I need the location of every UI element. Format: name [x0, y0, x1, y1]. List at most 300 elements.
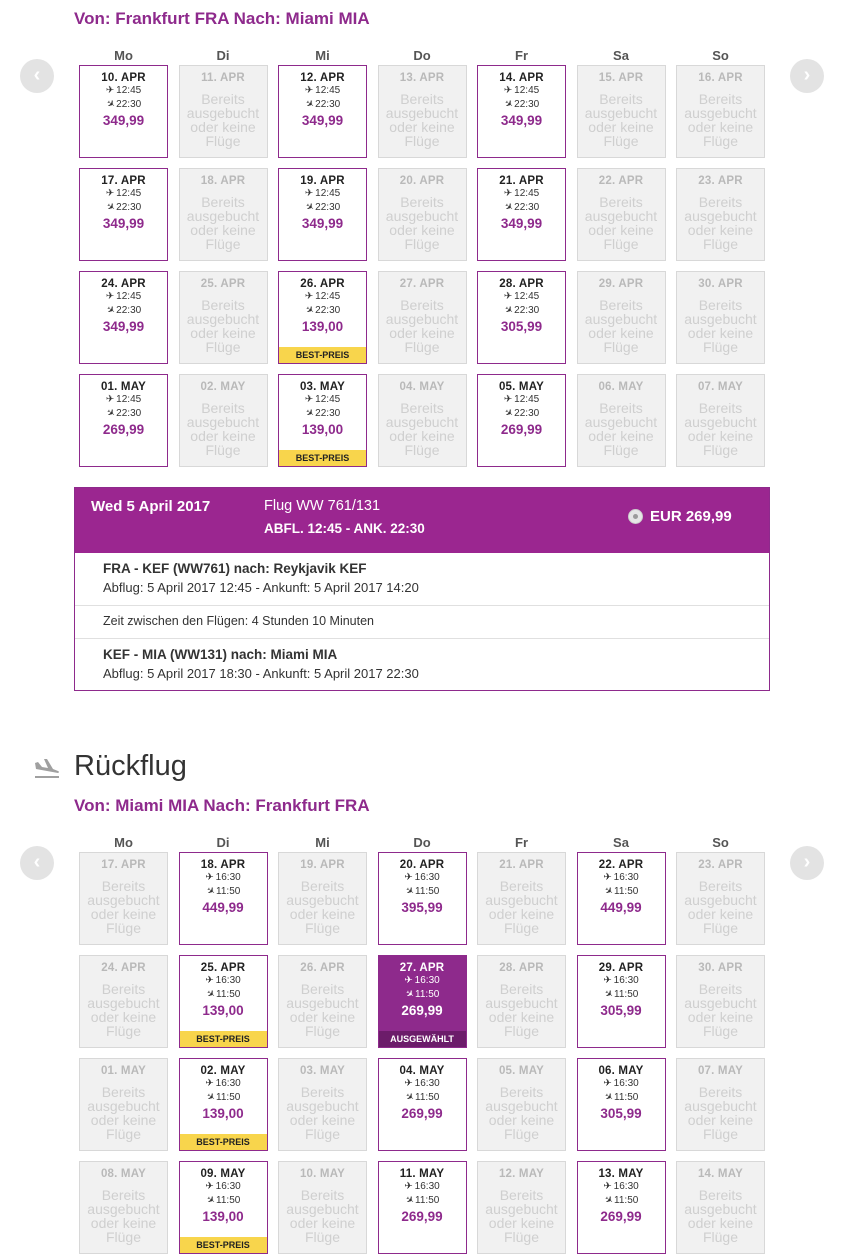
departure-time: 16:30 — [215, 975, 241, 986]
departure-time: 12:45 — [315, 291, 341, 302]
calendar-day-unavailable — [676, 374, 765, 467]
day-price: 349,99 — [500, 113, 543, 128]
landing-icon: ✈ — [402, 1090, 416, 1105]
landing-icon: ✈ — [203, 884, 217, 899]
calendar-day[interactable] — [179, 1058, 268, 1151]
day-date: 03. MAY — [299, 1065, 346, 1077]
landing-icon: ✈ — [203, 1090, 217, 1105]
unavailable-text: Bereits ausgebucht oder keine Flüge — [684, 981, 757, 1039]
selected-badge: AUSGEWÄHLT — [379, 1031, 466, 1047]
takeoff-icon: ✈ — [404, 1078, 413, 1089]
calendar-day-unavailable — [179, 374, 268, 467]
day-date: 19. APR — [300, 859, 345, 871]
unavailable-text: Bereits ausgebucht oder keine Flüge — [186, 297, 260, 355]
day-date: 06. MAY — [598, 1065, 644, 1077]
landing-icon: ✈ — [402, 1193, 416, 1208]
unavailable-text: Bereits ausgebucht oder keine Flüge — [485, 1084, 558, 1142]
landing-icon: ✈ — [103, 200, 117, 215]
unavailable-text: Bereits ausgebucht oder keine Flüge — [87, 1084, 160, 1142]
takeoff-icon: ✈ — [503, 291, 513, 302]
day-date: 13. APR — [399, 72, 445, 84]
calendar-day[interactable] — [378, 852, 467, 945]
calendar-day[interactable] — [477, 271, 566, 364]
day-date: 10. MAY — [299, 1168, 346, 1180]
calendar-day-unavailable — [577, 374, 666, 467]
departure-time: 12:45 — [514, 394, 540, 405]
day-date: 25. APR — [200, 278, 246, 290]
calendar-day-unavailable — [378, 65, 467, 158]
calendar-day-unavailable — [378, 271, 467, 364]
best-price-badge: BEST-PREIS — [180, 1237, 267, 1253]
takeoff-icon: ✈ — [205, 872, 214, 883]
day-price: 269,99 — [102, 422, 145, 437]
takeoff-icon: ✈ — [603, 975, 612, 986]
return-next-week-button[interactable]: › — [790, 846, 824, 880]
calendar-day-unavailable — [278, 852, 367, 945]
calendar-day-unavailable — [676, 852, 765, 945]
best-price-badge: BEST-PREIS — [180, 1134, 267, 1150]
day-date: 02. MAY — [200, 381, 246, 393]
calendar-day-unavailable — [676, 65, 765, 158]
landing-plane-icon — [33, 757, 61, 779]
weekday-header: Sa — [613, 48, 629, 63]
landing-icon: ✈ — [203, 1193, 217, 1208]
arrival-time: 11:50 — [216, 886, 241, 897]
day-date: 20. APR — [399, 175, 445, 187]
best-price-badge: BEST-PREIS — [180, 1031, 267, 1047]
day-date: 01. MAY — [100, 381, 147, 393]
departure-time: 12:45 — [514, 291, 540, 302]
arrival-time: 22:30 — [116, 408, 142, 419]
landing-icon: ✈ — [302, 406, 316, 421]
calendar-day[interactable] — [179, 1161, 268, 1254]
takeoff-icon: ✈ — [503, 85, 513, 96]
day-date: 17. APR — [101, 175, 146, 187]
day-price: 269,99 — [500, 422, 543, 437]
calendar-day[interactable] — [577, 852, 666, 945]
unavailable-text: Bereits ausgebucht oder keine Flüge — [186, 400, 260, 458]
day-price: 139,00 — [202, 1209, 244, 1224]
landing-icon: ✈ — [402, 884, 416, 899]
layover-text: Zeit zwischen den Flügen: 4 Stunden 10 Minuten — [103, 614, 375, 628]
arrival-time: 11:50 — [216, 989, 241, 1000]
takeoff-icon: ✈ — [404, 975, 413, 986]
calendar-day-unavailable — [676, 271, 765, 364]
day-date: 05. MAY — [498, 381, 545, 393]
return-route-title: Von: Miami MIA Nach: Frankfurt FRA — [74, 796, 370, 815]
unavailable-text: Bereits ausgebucht oder keine Flüge — [584, 400, 658, 458]
day-date: 14. MAY — [697, 1168, 744, 1180]
day-date: 04. MAY — [399, 381, 445, 393]
calendar-day-unavailable — [676, 168, 765, 261]
best-price-badge: BEST-PREIS — [279, 450, 366, 466]
unavailable-text: Bereits ausgebucht oder keine Flüge — [186, 91, 260, 149]
unavailable-text: Bereits ausgebucht oder keine Flüge — [684, 297, 757, 355]
arrival-time: 22:30 — [514, 408, 540, 419]
day-date: 23. APR — [698, 175, 743, 187]
unavailable-text: Bereits ausgebucht oder keine Flüge — [286, 1084, 359, 1142]
departure-time: 16:30 — [215, 1181, 241, 1192]
takeoff-icon: ✈ — [404, 872, 413, 883]
unavailable-text: Bereits ausgebucht oder keine Flüge — [584, 297, 658, 355]
day-price: 139,00 — [301, 422, 344, 437]
day-price: 395,99 — [401, 900, 443, 915]
day-date: 11. MAY — [399, 1168, 445, 1180]
departure-time: 12:45 — [116, 188, 142, 199]
departure-time: 16:30 — [414, 975, 440, 986]
arrival-time: 22:30 — [315, 202, 341, 213]
departure-time: 16:30 — [215, 1078, 241, 1089]
departure-time: 16:30 — [414, 1181, 440, 1192]
day-date: 03. MAY — [299, 381, 346, 393]
day-price: 269,99 — [401, 1209, 443, 1224]
flight-detail-panel — [74, 487, 770, 691]
day-date: 18. APR — [200, 175, 246, 187]
day-date: 29. APR — [598, 278, 644, 290]
day-price: 449,99 — [600, 900, 642, 915]
unavailable-text: Bereits ausgebucht oder keine Flüge — [385, 194, 459, 252]
weekday-header: So — [712, 835, 729, 850]
takeoff-icon: ✈ — [205, 1078, 214, 1089]
unavailable-text: Bereits ausgebucht oder keine Flüge — [286, 981, 359, 1039]
outbound-route-title: Von: Frankfurt FRA Nach: Miami MIA — [74, 9, 370, 28]
calendar-day-unavailable — [676, 1058, 765, 1151]
day-price: 349,99 — [301, 216, 344, 231]
departure-time: 12:45 — [514, 188, 540, 199]
landing-icon: ✈ — [302, 200, 316, 215]
day-date: 12. APR — [300, 72, 345, 84]
calendar-day-unavailable — [179, 168, 268, 261]
day-date: 26. APR — [300, 278, 345, 290]
departure-time: 12:45 — [514, 85, 540, 96]
day-date: 30. APR — [698, 962, 743, 974]
day-price: 349,99 — [301, 113, 344, 128]
radio-selected-icon[interactable] — [628, 509, 643, 524]
arrival-time: 22:30 — [315, 305, 341, 316]
calendar-day-unavailable — [477, 1161, 566, 1254]
unavailable-text: Bereits ausgebucht oder keine Flüge — [485, 878, 558, 936]
flight-times: ABFL. 12:45 - ANK. 22:30 — [264, 521, 425, 536]
calendar-day[interactable] — [79, 65, 168, 158]
departure-time: 12:45 — [116, 85, 142, 96]
day-date: 07. MAY — [697, 1065, 744, 1077]
departure-time: 12:45 — [116, 291, 142, 302]
weekday-header: Fr — [515, 48, 528, 63]
weekday-header: Do — [413, 835, 431, 850]
day-date: 17. APR — [101, 859, 146, 871]
weekday-header: So — [712, 48, 729, 63]
calendar-day-unavailable — [577, 271, 666, 364]
calendar-day[interactable] — [477, 65, 566, 158]
calendar-day[interactable] — [79, 271, 168, 364]
landing-icon: ✈ — [302, 97, 316, 112]
unavailable-text: Bereits ausgebucht oder keine Flüge — [286, 1187, 359, 1245]
calendar-day[interactable] — [79, 374, 168, 467]
flight-number: Flug WW 761/131 — [264, 498, 381, 514]
takeoff-icon: ✈ — [205, 1181, 214, 1192]
unavailable-text: Bereits ausgebucht oder keine Flüge — [385, 91, 459, 149]
calendar-day-unavailable — [378, 374, 467, 467]
calendar-day[interactable] — [278, 271, 367, 364]
unavailable-text: Bereits ausgebucht oder keine Flüge — [684, 1187, 757, 1245]
calendar-day[interactable] — [278, 168, 367, 261]
calendar-day[interactable] — [278, 65, 367, 158]
arrival-time: 22:30 — [514, 202, 540, 213]
takeoff-icon: ✈ — [304, 394, 314, 405]
day-date: 27. APR — [399, 962, 445, 974]
landing-icon: ✈ — [203, 987, 217, 1002]
day-date: 22. APR — [598, 175, 644, 187]
day-date: 14. APR — [499, 72, 544, 84]
day-price: 269,99 — [401, 1003, 443, 1018]
unavailable-text: Bereits ausgebucht oder keine Flüge — [87, 878, 160, 936]
day-date: 24. APR — [101, 962, 146, 974]
calendar-day[interactable] — [179, 852, 268, 945]
segment-1-title: FRA - KEF (WW761) nach: Reykjavik KEF — [103, 561, 367, 576]
day-price: 349,99 — [102, 319, 145, 334]
departure-time: 16:30 — [613, 975, 639, 986]
landing-icon: ✈ — [501, 200, 515, 215]
calendar-day[interactable] — [179, 955, 268, 1048]
arrival-time: 11:50 — [415, 886, 440, 897]
day-date: 24. APR — [101, 278, 146, 290]
takeoff-icon: ✈ — [105, 291, 115, 302]
unavailable-text: Bereits ausgebucht oder keine Flüge — [385, 297, 459, 355]
takeoff-icon: ✈ — [105, 394, 115, 405]
day-date: 08. MAY — [100, 1168, 147, 1180]
day-price: 349,99 — [500, 216, 543, 231]
day-price: 139,00 — [202, 1003, 244, 1018]
landing-icon: ✈ — [501, 97, 515, 112]
arrival-time: 11:50 — [614, 886, 639, 897]
day-date: 09. MAY — [200, 1168, 246, 1180]
calendar-day-unavailable — [278, 955, 367, 1048]
arrival-time: 11:50 — [216, 1092, 241, 1103]
day-price: 139,00 — [202, 1106, 244, 1121]
day-price: 305,99 — [500, 319, 543, 334]
day-date: 25. APR — [200, 962, 246, 974]
takeoff-icon: ✈ — [503, 394, 513, 405]
calendar-day-unavailable — [179, 271, 268, 364]
day-date: 29. APR — [598, 962, 644, 974]
calendar-day-unavailable — [477, 852, 566, 945]
day-date: 21. APR — [499, 859, 544, 871]
calendar-day[interactable] — [278, 374, 367, 467]
weekday-header: Mi — [315, 48, 330, 63]
day-date: 18. APR — [200, 859, 246, 871]
day-date: 19. APR — [300, 175, 345, 187]
day-price: 269,99 — [600, 1209, 642, 1224]
flight-detail-header — [75, 488, 769, 553]
flight-segment-1 — [75, 553, 769, 605]
day-date: 04. MAY — [399, 1065, 445, 1077]
flight-detail-date: Wed 5 April 2017 — [91, 498, 211, 515]
arrival-time: 11:50 — [614, 1195, 639, 1206]
departure-time: 12:45 — [315, 394, 341, 405]
day-date: 12. MAY — [498, 1168, 545, 1180]
day-price: 269,99 — [401, 1106, 443, 1121]
calendar-day[interactable] — [577, 955, 666, 1048]
calendar-day-unavailable — [676, 1161, 765, 1254]
takeoff-icon: ✈ — [603, 1078, 612, 1089]
unavailable-text: Bereits ausgebucht oder keine Flüge — [87, 981, 160, 1039]
day-date: 20. APR — [399, 859, 445, 871]
day-date: 16. APR — [698, 72, 743, 84]
calendar-day-unavailable — [278, 1161, 367, 1254]
unavailable-text: Bereits ausgebucht oder keine Flüge — [385, 400, 459, 458]
return-prev-week-button[interactable]: ‹ — [20, 846, 54, 880]
unavailable-text: Bereits ausgebucht oder keine Flüge — [684, 1084, 757, 1142]
calendar-day-unavailable — [477, 1058, 566, 1151]
return-heading: Rückflug — [74, 750, 187, 782]
calendar-day[interactable] — [477, 168, 566, 261]
weekday-header: Mi — [315, 835, 330, 850]
outbound-prev-week-button[interactable]: ‹ — [20, 59, 54, 93]
day-date: 11. APR — [201, 72, 245, 84]
calendar-day-unavailable — [79, 955, 168, 1048]
flight-detail-price: EUR 269,99 — [650, 508, 732, 525]
day-date: 05. MAY — [498, 1065, 545, 1077]
arrival-time: 22:30 — [514, 99, 540, 110]
unavailable-text: Bereits ausgebucht oder keine Flüge — [684, 400, 757, 458]
calendar-day-unavailable — [179, 65, 268, 158]
takeoff-icon: ✈ — [304, 291, 314, 302]
takeoff-icon: ✈ — [503, 188, 513, 199]
weekday-header: Sa — [613, 835, 629, 850]
segment-2-times: Abflug: 5 April 2017 18:30 - Ankunft: 5 April 2017 22:30 — [103, 666, 419, 681]
outbound-next-week-button[interactable]: › — [790, 59, 824, 93]
arrival-time: 22:30 — [315, 99, 341, 110]
calendar-day[interactable] — [577, 1058, 666, 1151]
calendar-day[interactable] — [477, 374, 566, 467]
unavailable-text: Bereits ausgebucht oder keine Flüge — [485, 1187, 558, 1245]
takeoff-icon: ✈ — [603, 1181, 612, 1192]
day-price: 349,99 — [102, 113, 145, 128]
weekday-header: Fr — [515, 835, 528, 850]
day-price: 305,99 — [600, 1003, 642, 1018]
arrival-time: 22:30 — [116, 202, 142, 213]
calendar-day[interactable] — [378, 1058, 467, 1151]
segment-2-title: KEF - MIA (WW131) nach: Miami MIA — [103, 647, 338, 662]
calendar-day[interactable] — [79, 168, 168, 261]
calendar-day-unavailable — [577, 168, 666, 261]
arrival-time: 22:30 — [514, 305, 540, 316]
landing-icon: ✈ — [103, 303, 117, 318]
takeoff-icon: ✈ — [603, 872, 612, 883]
unavailable-text: Bereits ausgebucht oder keine Flüge — [684, 91, 757, 149]
takeoff-icon: ✈ — [105, 85, 115, 96]
weekday-header: Mo — [114, 48, 133, 63]
landing-icon: ✈ — [103, 97, 117, 112]
departure-time: 12:45 — [315, 85, 341, 96]
day-date: 26. APR — [300, 962, 345, 974]
departure-time: 12:45 — [116, 394, 142, 405]
day-price: 449,99 — [202, 900, 244, 915]
day-price: 305,99 — [600, 1106, 642, 1121]
calendar-day-unavailable — [79, 1161, 168, 1254]
landing-icon: ✈ — [601, 1090, 615, 1105]
calendar-day-unavailable — [278, 1058, 367, 1151]
takeoff-icon: ✈ — [304, 188, 314, 199]
unavailable-text: Bereits ausgebucht oder keine Flüge — [87, 1187, 160, 1245]
segment-1-times: Abflug: 5 April 2017 12:45 - Ankunft: 5 April 2017 14:20 — [103, 580, 419, 595]
day-price: 349,99 — [102, 216, 145, 231]
day-date: 23. APR — [698, 859, 743, 871]
day-date: 28. APR — [499, 962, 544, 974]
calendar-day-unavailable — [577, 65, 666, 158]
departure-time: 16:30 — [613, 1181, 639, 1192]
departure-time: 12:45 — [315, 188, 341, 199]
arrival-time: 11:50 — [415, 1195, 440, 1206]
weekday-header: Di — [216, 835, 230, 850]
day-date: 10. APR — [101, 72, 146, 84]
landing-icon: ✈ — [601, 987, 615, 1002]
takeoff-icon: ✈ — [404, 1181, 413, 1192]
calendar-day-selected[interactable] — [378, 955, 467, 1048]
day-date: 27. APR — [399, 278, 445, 290]
day-date: 22. APR — [598, 859, 644, 871]
day-price: 139,00 — [301, 319, 344, 334]
unavailable-text: Bereits ausgebucht oder keine Flüge — [684, 878, 757, 936]
arrival-time: 11:50 — [415, 1092, 440, 1103]
arrival-time: 11:50 — [614, 989, 639, 1000]
landing-icon: ✈ — [103, 406, 117, 421]
takeoff-icon: ✈ — [105, 188, 115, 199]
arrival-time: 22:30 — [116, 305, 142, 316]
unavailable-text: Bereits ausgebucht oder keine Flüge — [286, 878, 359, 936]
weekday-header: Di — [216, 48, 230, 63]
day-date: 28. APR — [499, 278, 544, 290]
landing-icon: ✈ — [601, 1193, 615, 1208]
day-date: 13. MAY — [598, 1168, 644, 1180]
departure-time: 16:30 — [414, 872, 440, 883]
day-date: 06. MAY — [598, 381, 644, 393]
unavailable-text: Bereits ausgebucht oder keine Flüge — [186, 194, 260, 252]
calendar-day-unavailable — [477, 955, 566, 1048]
calendar-day-unavailable — [378, 168, 467, 261]
arrival-time: 22:30 — [116, 99, 142, 110]
departure-time: 16:30 — [215, 872, 241, 883]
day-date: 21. APR — [499, 175, 544, 187]
calendar-day-unavailable — [676, 955, 765, 1048]
day-date: 15. APR — [598, 72, 644, 84]
landing-icon: ✈ — [501, 303, 515, 318]
landing-icon: ✈ — [501, 406, 515, 421]
calendar-day[interactable] — [378, 1161, 467, 1254]
departure-time: 16:30 — [613, 1078, 639, 1089]
unavailable-text: Bereits ausgebucht oder keine Flüge — [684, 194, 757, 252]
best-price-badge: BEST-PREIS — [279, 347, 366, 363]
landing-icon: ✈ — [302, 303, 316, 318]
unavailable-text: Bereits ausgebucht oder keine Flüge — [584, 194, 658, 252]
weekday-header: Mo — [114, 835, 133, 850]
arrival-time: 11:50 — [415, 989, 440, 1000]
day-date: 01. MAY — [100, 1065, 147, 1077]
unavailable-text: Bereits ausgebucht oder keine Flüge — [485, 981, 558, 1039]
arrival-time: 22:30 — [315, 408, 341, 419]
calendar-day[interactable] — [577, 1161, 666, 1254]
takeoff-icon: ✈ — [304, 85, 314, 96]
layover-info — [75, 605, 769, 638]
departure-time: 16:30 — [613, 872, 639, 883]
flight-segment-2 — [75, 638, 769, 690]
calendar-day-unavailable — [79, 1058, 168, 1151]
calendar-day-unavailable — [79, 852, 168, 945]
weekday-header: Do — [413, 48, 431, 63]
unavailable-text: Bereits ausgebucht oder keine Flüge — [584, 91, 658, 149]
takeoff-icon: ✈ — [205, 975, 214, 986]
landing-icon: ✈ — [601, 884, 615, 899]
